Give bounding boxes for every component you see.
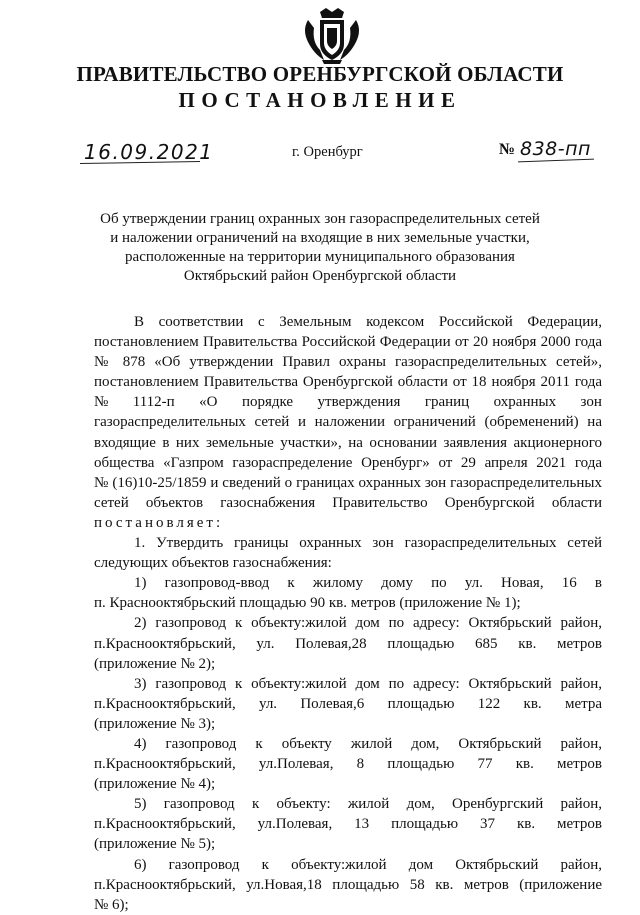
- preamble-line: газораспределительных сетей и наложении ограничений (обременений) на: [94, 414, 602, 431]
- preamble-word: зон: [580, 394, 602, 411]
- preamble-word: «О: [199, 394, 218, 411]
- subitem-line: п.Краснооктябрьский, ул. Полевая,28 площадью 685 кв. метров: [94, 635, 602, 652]
- document-date: 16.09.2021: [84, 140, 214, 164]
- subitem-line: № 6);: [94, 896, 129, 913]
- item-1-line: следующих объектов газоснабжения:: [94, 555, 332, 572]
- subitem-line: 1) газопровод-ввод к жилому дому по ул. Новая, 16 в: [134, 575, 602, 592]
- number-sign: №: [499, 141, 516, 158]
- document-type: ПОСТАНОВЛЕНИЕ: [178, 88, 462, 112]
- title-line: Октябрьский район Оренбургской области: [183, 268, 457, 284]
- document-title: [96, 210, 544, 286]
- subitem-line: 5) газопровод к объекту: жилой дом, Оренбургский район,: [134, 796, 602, 813]
- title-line: расположенные на территории муниципального образования: [125, 249, 515, 265]
- subitem-line: п. Краснооктябрьский площадью 90 кв. метров (приложение № 1);: [94, 595, 521, 612]
- preamble-word: 1112-п: [132, 394, 175, 411]
- preamble-word: порядке: [241, 394, 294, 411]
- item-1-line: 1. Утвердить границы охранных зон газораспределительных сетей: [134, 535, 602, 552]
- subitem-line: 4) газопровод к объекту жилой дом, Октябрьский район,: [134, 735, 602, 752]
- preamble-line: постановлением Правительства Российской Федерации от 20 ноября 2000 года: [94, 334, 602, 351]
- subitem-line: 6) газопровод к объекту:жилой дом Октябрьский район,: [134, 856, 602, 873]
- document-city: г. Оренбург: [292, 144, 363, 160]
- title-line: и наложении ограничений на входящие в них земельные участки,: [110, 230, 530, 246]
- preamble-word: утверждения: [317, 394, 401, 411]
- organization-title: ПРАВИТЕЛЬСТВО ОРЕНБУРГСКОЙ ОБЛАСТИ: [76, 62, 564, 86]
- document-number: 838-пп: [520, 138, 591, 160]
- subitem-line: (приложение № 3);: [94, 715, 216, 732]
- preamble-line: № 878 «Об утверждении Правил охраны газораспределительных сетей»,: [94, 354, 602, 371]
- document-body: [94, 312, 602, 915]
- preamble-word: охранных: [493, 394, 557, 411]
- preamble-word: №: [94, 394, 109, 411]
- subitem-line: п.Краснооктябрьский, ул.Полевая, 8 площадью 77 кв. метров: [94, 756, 602, 773]
- preamble-line: В соответствии с Земельным кодексом Российской Федерации,: [134, 314, 602, 330]
- preamble-line: постановлением Правительства Оренбургской области от 18 ноября 2011 года: [94, 374, 602, 391]
- preamble-line: общества «Газпром газораспределение Оренбург» от 29 апреля 2021 года: [94, 454, 602, 471]
- oblast-coat-of-arms-icon: [300, 6, 364, 66]
- preamble-word: границ: [424, 394, 470, 411]
- subitem-line: (приложение № 2);: [94, 655, 216, 672]
- subitem-line: п.Краснооктябрьский, ул.Полевая, 13 площадью 37 кв. метров: [94, 816, 602, 833]
- resolves-word: постановляет:: [94, 514, 224, 531]
- preamble-line: входящие в них земельные участки», на основании заявления акционерного: [94, 434, 602, 451]
- preamble-line: [94, 392, 602, 412]
- preamble-line: № (16)10-25/1859 и сведений о границах охранных зон газораспределительных: [94, 474, 602, 491]
- subitem-line: п.Краснооктябрьский, ул. Полевая,6 площадью 122 кв. метра: [94, 695, 602, 712]
- title-line: Об утверждении границ охранных зон газораспределительных сетей: [100, 211, 540, 227]
- preamble-line: сетей объектов газоснабжения Правительство Оренбургской области: [94, 494, 602, 511]
- subitem-line: (приложение № 4);: [94, 776, 216, 793]
- subitem-line: п.Краснооктябрьский, ул.Новая,18 площадью 58 кв. метров (приложение: [94, 876, 602, 893]
- subitem-line: (приложение № 5);: [94, 836, 216, 853]
- subitem-line: 2) газопровод к объекту:жилой дом по адресу: Октябрьский район,: [134, 615, 602, 632]
- subitem-line: 3) газопровод к объекту:жилой дом по адресу: Октябрьский район,: [134, 675, 602, 692]
